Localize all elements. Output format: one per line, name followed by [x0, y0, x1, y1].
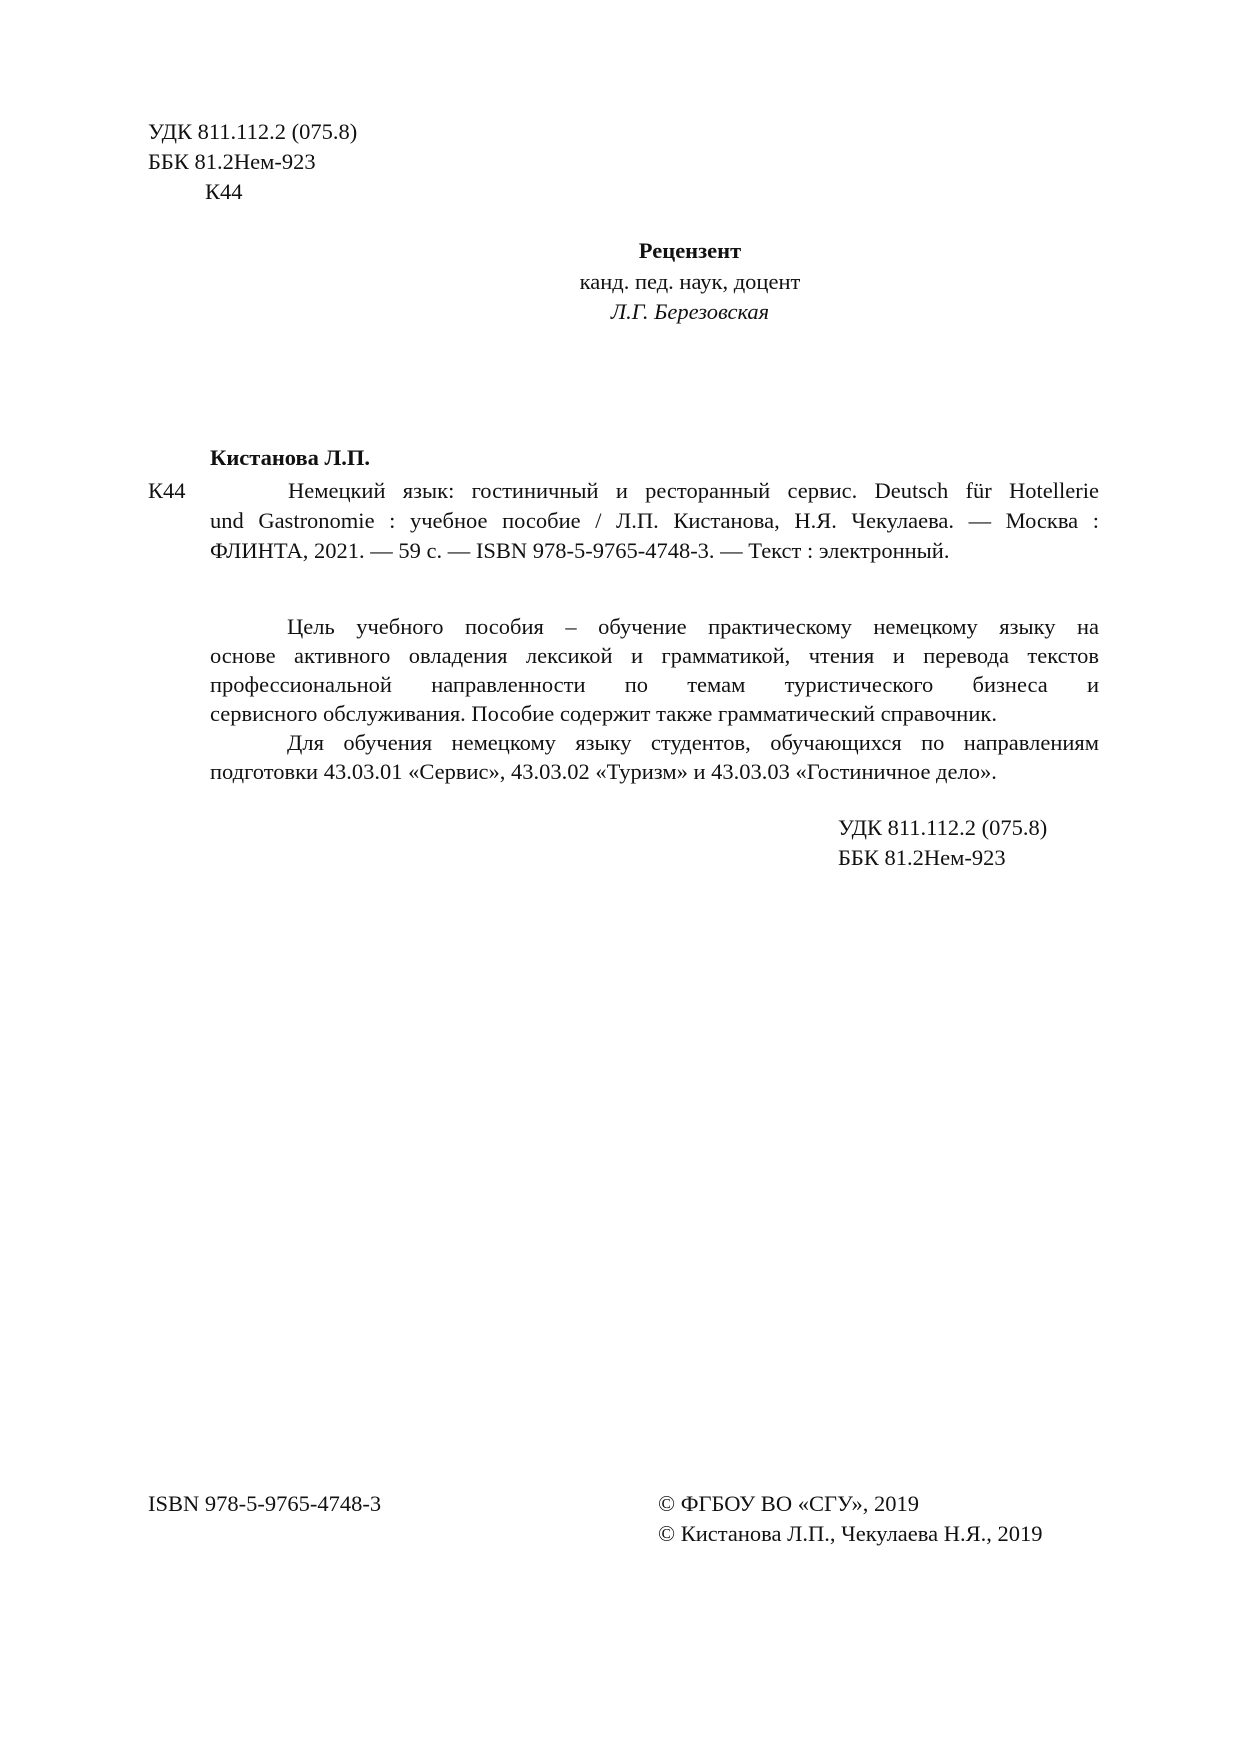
bibliography-line: Немецкий язык: гостиничный и ресторанный сервис. Deutsch für Hotellerie: [288, 478, 1099, 503]
bbk-code-bottom: ББК 81.2Нем-923: [838, 845, 1006, 870]
bibliography-line: und Gastronomie : учебное пособие / Л.П. Кистанова, Н.Я. Чекулаева. — Москва :: [210, 508, 1099, 533]
reviewer-degree: канд. пед. наук, доцент: [579, 269, 801, 294]
annotation-line: Для обучения немецкому языку студентов, обучающихся по направлениям: [287, 730, 1099, 755]
annotation-line: Цель учебного пособия – обучение практическому немецкому языку на: [287, 614, 1099, 639]
annotation-line: подготовки 43.03.01 «Сервис», 43.03.02 «Туризм» и 43.03.03 «Гостиничное дело».: [210, 759, 997, 784]
author-mark-top: К44: [205, 179, 243, 204]
copyright-publisher: © ФГБОУ ВО «СГУ», 2019: [658, 1491, 919, 1516]
annotation-line: профессиональной направленности по темам туристического бизнеса и: [210, 672, 1099, 697]
bibliography-line: ФЛИНТА, 2021. — 59 с. — ISBN 978-5-9765-4748-3. — Текст : электронный.: [210, 538, 950, 563]
annotation-line: основе активного овладения лексикой и грамматикой, чтения и перевода текстов: [210, 643, 1099, 668]
bibliography-author: Кистанова Л.П.: [210, 445, 371, 470]
isbn-footer: ISBN 978-5-9765-4748-3: [148, 1491, 382, 1516]
copyright-authors: © Кистанова Л.П., Чекулаева Н.Я., 2019: [658, 1521, 1043, 1546]
reviewer-name: Л.Г. Березовская: [610, 299, 770, 324]
reviewer-heading: Рецензент: [638, 238, 742, 263]
udk-code-top: УДК 811.112.2 (075.8): [148, 119, 358, 144]
annotation-line: сервисного обслуживания. Пособие содержит также грамматический справочник.: [210, 701, 997, 726]
bbk-code-top: ББК 81.2Нем-923: [148, 149, 316, 174]
bibliography-author-mark: К44: [148, 478, 186, 503]
udk-code-bottom: УДК 811.112.2 (075.8): [838, 815, 1048, 840]
